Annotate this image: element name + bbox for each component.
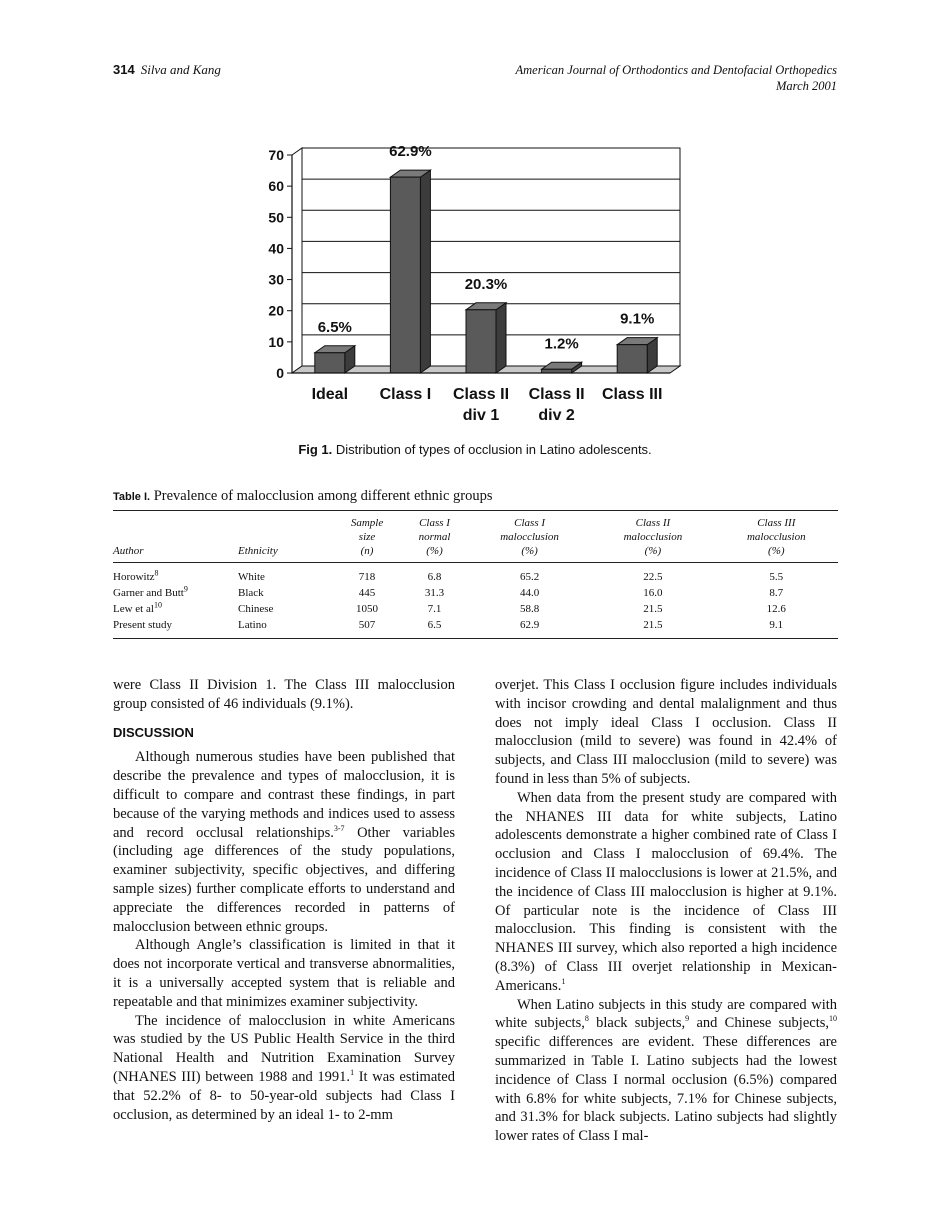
column-header-line: Class II xyxy=(635,517,671,529)
body-column-right xyxy=(495,676,837,1146)
column-header-line: malocclusion xyxy=(500,531,559,543)
figure-caption xyxy=(0,442,950,457)
value-cell: 16.0 xyxy=(643,587,663,599)
column-header-line: (%) xyxy=(426,545,443,557)
table-header-row xyxy=(113,511,838,563)
x-category-label: Ideal xyxy=(311,386,349,403)
bar xyxy=(315,353,345,373)
citation: 8 xyxy=(154,568,159,578)
running-authors: Silva and Kang xyxy=(140,62,221,77)
column-header-line: Class I xyxy=(419,517,450,529)
y-tick-label: 70 xyxy=(268,147,284,163)
table-label: Table I. xyxy=(113,491,151,503)
table-row xyxy=(113,563,838,586)
value-cell: 44.0 xyxy=(519,587,540,599)
value-cell: 1050 xyxy=(356,603,379,615)
column-header-line: (n) xyxy=(360,545,374,557)
value-cell: 65.2 xyxy=(519,571,540,583)
value-cell: 5.5 xyxy=(769,571,784,583)
paragraph-text: It was estimated that 52.2% of 8- to 50-year-old subjects had Class I occlusion, as determined by an ideal 1- to 2-mm xyxy=(113,1068,455,1123)
paragraph xyxy=(113,1012,455,1125)
y-tick-label: 10 xyxy=(268,333,284,350)
data-label: 9.1% xyxy=(620,310,655,328)
value-cell: 7.1 xyxy=(427,603,442,615)
table-row xyxy=(113,601,838,617)
paragraph-text: When data from the present study are compared with the NHANES III data for white subjects, Latino adolescents demonstrate a higher combined rate of Class I occlusion and Class I malocclusion of 69.4%. The incidence of Class II malocclusions is lower at 21.5%, and the incidence of Class III malocclusion is higher at 9.1%. Of particular note is the incidence of Class III malocclusion. This finding is consistent with the NHANES III survey, which also reported a high incidence (8.3%) of Class III overjet relationship in Mexican-Americans. xyxy=(495,789,837,994)
author-cell xyxy=(113,617,238,638)
value-cell: 8.7 xyxy=(769,587,784,599)
column-header xyxy=(468,511,591,563)
table-title-text: Prevalence of malocclusion among different ethnic groups xyxy=(150,488,493,504)
y-tick-label: 30 xyxy=(268,271,284,288)
y-tick-label: 60 xyxy=(268,178,284,195)
column-header-line: Author xyxy=(113,545,144,557)
x-category-label: div 2 xyxy=(538,407,575,424)
column-header xyxy=(401,511,468,563)
paragraph: Although Angle’s classification is limited in that it does not incorporate vertical and transverse abnormalities, it is a universally accepted system that is reliable and repeatable and that minimizes examiner subjectivity. xyxy=(113,937,455,1010)
column-header-line: malocclusion xyxy=(623,531,683,543)
data-label: 1.2% xyxy=(544,335,579,353)
paragraph-text: When Latino subjects in this study are compared with white subjects, xyxy=(495,996,837,1032)
citation: 9 xyxy=(685,1014,690,1024)
ethnicity-cell: Latino xyxy=(238,619,267,631)
paragraph-text: Other variables (including age differences of the study populations, examiner subjectivity, specific objectives, and differing sample sizes) further complicate efforts to understand and appreciate the differences recorded in patterns of malocclusion between ethnic groups. xyxy=(113,824,455,935)
value-cell: 445 xyxy=(358,587,376,599)
value-cell: 12.6 xyxy=(766,603,786,615)
paragraph: overjet. This Class I occlusion figure includes individuals with incisor crowding and dental malalignment and thus does not imply ideal Class I occlusion. Class II malocclusion (mild to severe) was found in 42.4% of subjects, and Class III malocclusion (mild to severe) was found in less than 5% of subjects. xyxy=(495,677,837,787)
value-cell: 62.9 xyxy=(519,619,540,631)
table-title xyxy=(113,488,492,505)
x-category-label: Class I xyxy=(379,386,432,403)
bar-side xyxy=(496,303,506,373)
figure-label: Fig 1. xyxy=(298,442,333,457)
bar xyxy=(390,177,420,373)
x-category-label: div 1 xyxy=(462,407,500,424)
column-header xyxy=(715,511,838,563)
occlusion-bar-chart xyxy=(240,135,710,435)
paragraph: were Class II Division 1. The Class III malocclusion group consisted of 46 individuals (9.1%). xyxy=(113,677,455,712)
y-tick-label: 50 xyxy=(268,209,284,226)
y-tick-label: 20 xyxy=(268,302,284,319)
y-tick-label: 40 xyxy=(268,240,284,257)
column-header-line: malocclusion xyxy=(746,531,806,543)
citation: 1 xyxy=(561,976,566,986)
author-name: Horowitz xyxy=(113,571,155,583)
value-cell: 22.5 xyxy=(643,571,663,583)
data-label: 6.5% xyxy=(317,318,352,336)
data-label: 20.3% xyxy=(464,275,508,293)
value-cell: 9.1 xyxy=(769,619,784,631)
journal-name: American Journal of Orthodontics and Dentofacial Orthopedics xyxy=(515,63,837,77)
value-cell: 21.5 xyxy=(643,603,663,615)
bar-side xyxy=(420,170,430,373)
citation: 1 xyxy=(350,1068,355,1078)
column-header xyxy=(591,511,714,563)
column-header xyxy=(238,511,333,563)
citation: 8 xyxy=(584,1014,589,1024)
author-cell xyxy=(113,601,238,617)
paragraph xyxy=(495,789,837,996)
page-number: 314 xyxy=(113,62,135,77)
author-cell xyxy=(113,585,238,601)
paragraph-text: and Chinese subjects, xyxy=(689,1015,829,1032)
value-cell: 718 xyxy=(358,571,376,583)
data-label: 62.9% xyxy=(389,143,432,161)
author-name: Lew et al xyxy=(113,603,154,615)
column-header-line: (%) xyxy=(644,545,662,557)
column-header-line: Ethnicity xyxy=(238,545,278,557)
paragraph xyxy=(495,996,837,1146)
column-header-line: Class III xyxy=(757,517,796,529)
table-row xyxy=(113,585,838,601)
value-cell: 507 xyxy=(358,619,376,631)
table-body xyxy=(113,563,838,639)
column-header-line: (%) xyxy=(768,545,785,557)
citation: 9 xyxy=(183,584,188,594)
author-cell xyxy=(113,563,238,586)
x-category-label: Class III xyxy=(601,386,663,403)
column-header xyxy=(333,511,401,563)
running-header-right xyxy=(516,62,838,94)
paragraph-text: The incidence of malocclusion in white Americans was studied by the US Public Health Service in the third National Health and Nutrition Examination Survey (NHANES III) between 1988 and 1991. xyxy=(113,1012,455,1085)
column-header-line: size xyxy=(358,531,376,543)
value-cell: 6.5 xyxy=(427,619,442,631)
table-row xyxy=(113,617,838,638)
author-name: Present study xyxy=(113,619,172,631)
ethnicity-cell: Chinese xyxy=(238,603,274,615)
bar xyxy=(617,345,647,373)
column-header-line: Class I xyxy=(514,517,546,529)
ethnicity-cell: White xyxy=(238,571,265,583)
x-category-label: Class II xyxy=(452,386,510,403)
column-header xyxy=(113,511,238,563)
y-tick-label: 0 xyxy=(276,365,284,381)
column-header-line: (%) xyxy=(521,545,538,557)
paragraph-text: Although numerous studies have been published that describe the prevalence and types of malocclusion, it is difficult to compare and contrast these findings, in part because of the varying methods and indices used to assess and record occlusal relationships. xyxy=(113,749,455,841)
author-name: Garner and Butt xyxy=(113,587,184,599)
paragraph xyxy=(113,748,455,936)
paragraph-text: specific differences are evident. These differences are summarized in Table I. Latino subjects had the lowest incidence of Class I normal occlusion (6.5%) compared with 6.8% for white subjects, 7.1% for Chinese subjects, and 31.3% for black subjects. Latino subjects had slightly lower rates of Class I mal- xyxy=(495,1034,837,1145)
column-header-line: Sample xyxy=(350,517,384,529)
paragraph-text: black subjects, xyxy=(588,1015,686,1032)
citation: 10 xyxy=(829,1014,837,1024)
bar xyxy=(466,310,496,373)
issue-date: March 2001 xyxy=(776,79,837,93)
column-header-line: normal xyxy=(418,531,451,543)
prevalence-table xyxy=(113,510,838,639)
citation: 3-7 xyxy=(333,823,345,833)
citation: 10 xyxy=(153,600,162,610)
section-heading: DISCUSSION xyxy=(113,724,194,740)
plot-side-wall xyxy=(292,148,302,373)
body-column-left xyxy=(113,676,455,1124)
value-cell: 58.8 xyxy=(519,603,540,615)
value-cell: 6.8 xyxy=(427,571,442,583)
value-cell: 31.3 xyxy=(424,587,445,599)
ethnicity-cell: Black xyxy=(238,587,264,599)
figure-caption-text: Distribution of types of occlusion in Latino adolescents. xyxy=(332,442,652,457)
x-category-label: Class II xyxy=(528,386,585,403)
value-cell: 21.5 xyxy=(643,619,663,631)
running-header-left xyxy=(113,62,221,78)
